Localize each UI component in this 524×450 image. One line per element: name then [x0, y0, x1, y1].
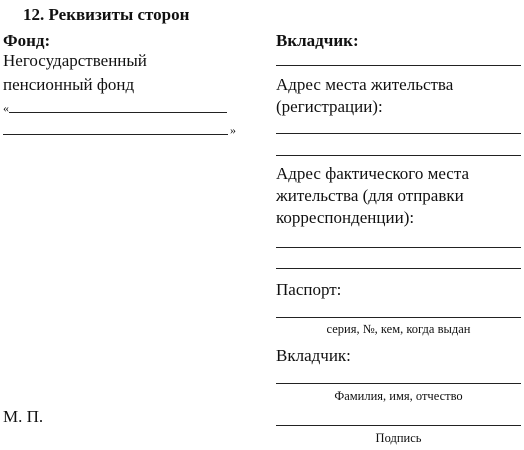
fund-name-blank-line2	[3, 134, 228, 135]
signer-label: Вкладчик:	[276, 346, 351, 365]
fund-name-line2: пенсионный фонд	[3, 75, 135, 94]
actual-address-line2	[276, 268, 521, 269]
signature-caption: Подпись	[375, 431, 422, 445]
actual-address-label-line1: Адрес фактического места	[276, 164, 470, 183]
full-name-line	[276, 383, 521, 384]
actual-address-label-line2: жительства (для отправки	[276, 186, 464, 205]
registration-address-line2	[276, 155, 521, 156]
registration-address-label-line1: Адрес места жительства	[276, 75, 454, 94]
fund-name-line1: Негосударственный	[3, 51, 147, 70]
full-name-caption: Фамилия, имя, отчество	[334, 389, 463, 403]
fund-open-quote: «	[3, 101, 9, 115]
passport-line	[276, 317, 521, 318]
fund-heading: Фонд:	[3, 31, 51, 50]
stamp-label: М. П.	[3, 407, 44, 426]
registration-address-label-line2: (регистрации):	[276, 97, 383, 116]
passport-caption: серия, №, кем, когда выдан	[326, 322, 471, 336]
registration-address-line1	[276, 133, 521, 134]
section-title: 12. Реквизиты сторон	[23, 5, 190, 24]
depositor-heading: Вкладчик:	[276, 31, 359, 50]
passport-label: Паспорт:	[276, 280, 342, 299]
fund-close-quote: »	[230, 123, 236, 137]
actual-address-line1	[276, 247, 521, 248]
fund-name-blank-line1	[9, 112, 227, 113]
actual-address-label-line3: корреспонденции):	[276, 208, 415, 227]
depositor-name-line	[276, 65, 521, 66]
signature-line	[276, 425, 521, 426]
